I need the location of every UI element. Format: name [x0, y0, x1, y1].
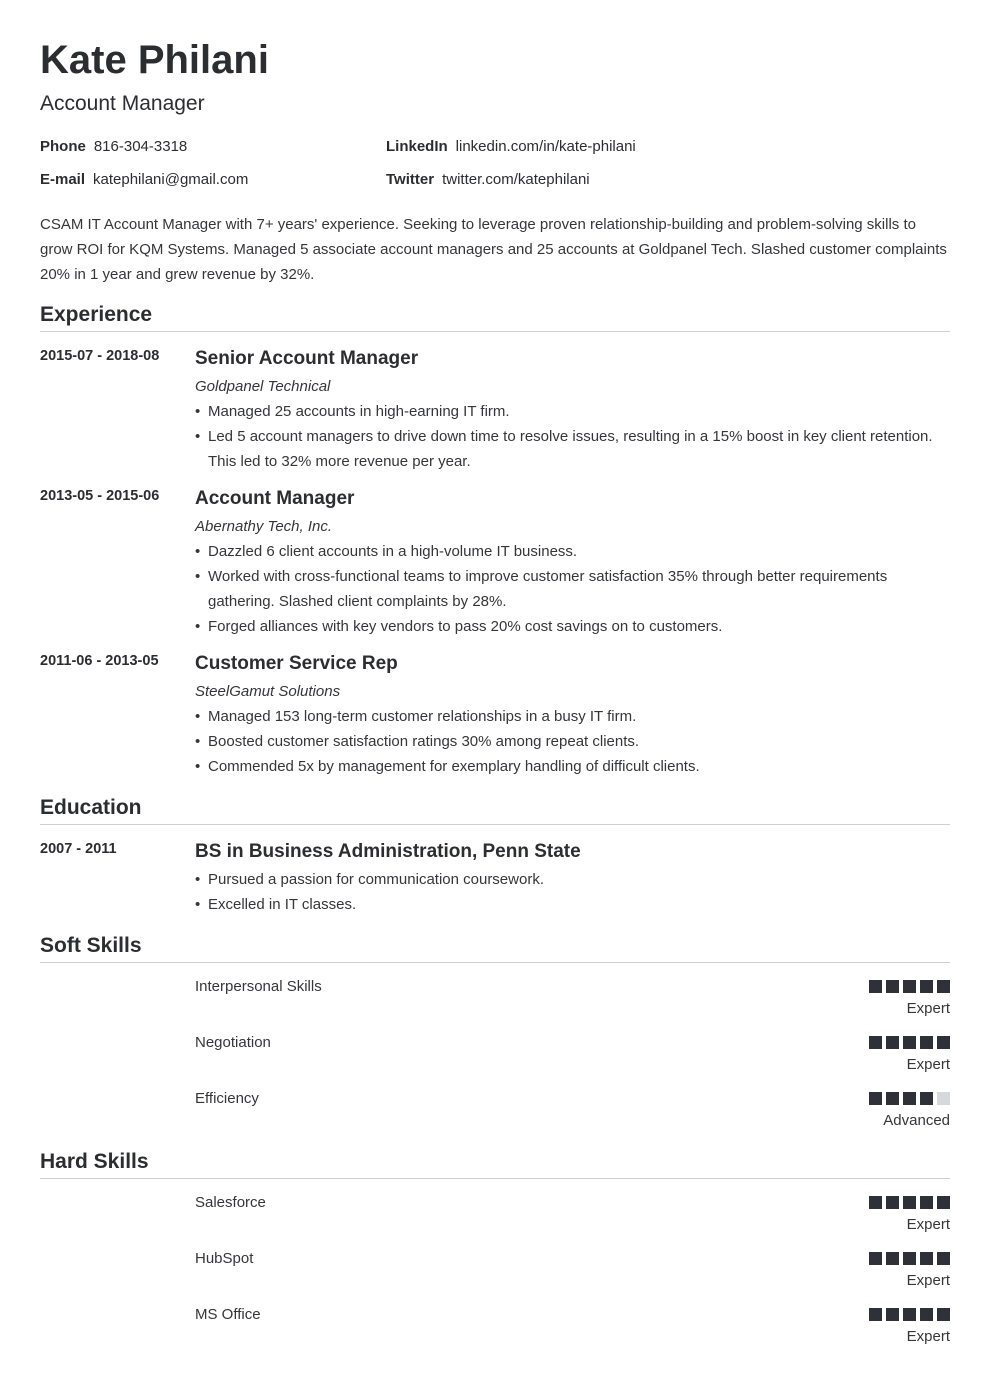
rating-square-empty	[937, 1092, 950, 1105]
phone-label: Phone	[40, 138, 86, 155]
skill-level: Advanced	[883, 1112, 950, 1129]
rating-square-filled	[920, 1196, 933, 1209]
bullet-item: • Worked with cross-functional teams to improve customer satisfaction 35% through better requirements gathering. Slashed client complaints by 28%.	[195, 568, 888, 610]
rating-square-filled	[920, 1252, 933, 1265]
company-name: SteelGamut Solutions	[195, 683, 341, 700]
rating-square-filled	[937, 980, 950, 993]
bullet-item: • Excelled in IT classes.	[195, 896, 357, 913]
bullet-list	[195, 399, 950, 474]
skill-row	[40, 1192, 950, 1242]
rating-square-filled	[886, 980, 899, 993]
bullet-list	[195, 539, 950, 639]
email-value[interactable]: katephilani@gmail.com	[93, 171, 249, 188]
rating-square-filled	[903, 1036, 916, 1049]
rating-square-filled	[886, 1252, 899, 1265]
contact-twitter	[386, 170, 590, 190]
skill-name: Interpersonal Skills	[195, 978, 322, 995]
rating-square-filled	[886, 1308, 899, 1321]
rating-square-filled	[903, 1252, 916, 1265]
rating-square-filled	[903, 1308, 916, 1321]
rating-square-filled	[869, 1196, 882, 1209]
phone-value[interactable]: 816-304-3318	[93, 138, 188, 155]
company-name: Abernathy Tech, Inc.	[195, 518, 333, 535]
bullet-item: • Led 5 account managers to drive down time to resolve issues, resulting in a 15% boost in key client retention. This led to 32% more revenue per year.	[195, 428, 933, 470]
section-title-experience: Experience	[40, 301, 950, 332]
entry-dates: 2007 - 2011	[40, 841, 117, 857]
skill-rating	[869, 1252, 950, 1265]
entry-dates: 2011-06 - 2013-05	[40, 653, 159, 669]
twitter-label: Twitter	[386, 171, 435, 188]
skill-name: MS Office	[195, 1306, 261, 1323]
summary-paragraph: CSAM IT Account Manager with 7+ years' experience. Seeking to leverage proven relationship-building and problem-solving skills to grow ROI for KQM Systems. Managed 5 associate account managers and 25 accounts at Goldpanel Tech. Slashed customer complaints 20% in 1 year and grew revenue by 32%.	[40, 216, 947, 283]
candidate-title: Account Manager	[40, 92, 205, 115]
skill-row	[40, 1304, 950, 1354]
rating-square-filled	[886, 1092, 899, 1105]
rating-square-filled	[937, 1036, 950, 1049]
skill-row	[40, 1248, 950, 1298]
rating-square-filled	[869, 980, 882, 993]
rating-square-filled	[920, 1092, 933, 1105]
bullet-item: • Managed 153 long-term customer relationships in a busy IT firm.	[195, 708, 637, 725]
skill-rating	[869, 1196, 950, 1209]
job-title: Senior Account Manager	[195, 348, 419, 369]
skill-name: Negotiation	[195, 1034, 271, 1051]
rating-square-filled	[920, 1036, 933, 1049]
candidate-name: Kate Philani	[40, 38, 269, 82]
section-title-soft-skills: Soft Skills	[40, 932, 950, 963]
skill-row	[40, 1032, 950, 1082]
linkedin-value[interactable]: linkedin.com/in/kate-philani	[455, 138, 636, 155]
bullet-item: • Commended 5x by management for exemplary handling of difficult clients.	[195, 758, 700, 775]
skill-rating	[869, 1092, 950, 1105]
rating-square-filled	[869, 1252, 882, 1265]
rating-square-filled	[869, 1308, 882, 1321]
skill-level: Expert	[906, 1328, 950, 1345]
linkedin-label: LinkedIn	[386, 138, 448, 155]
rating-square-filled	[937, 1252, 950, 1265]
skill-rating	[869, 1308, 950, 1321]
rating-square-filled	[869, 1036, 882, 1049]
rating-square-filled	[903, 980, 916, 993]
entry-dates: 2013-05 - 2015-06	[40, 488, 160, 504]
skill-name: Efficiency	[195, 1090, 259, 1107]
bullet-item: • Forged alliances with key vendors to pass 20% cost savings on to customers.	[195, 618, 723, 635]
bullet-item: • Dazzled 6 client accounts in a high-volume IT business.	[195, 543, 578, 560]
rating-square-filled	[886, 1196, 899, 1209]
skill-rating	[869, 980, 950, 993]
bullet-list	[195, 704, 950, 779]
skill-name: HubSpot	[195, 1250, 254, 1267]
bullet-item: • Boosted customer satisfaction ratings 30% among repeat clients.	[195, 733, 640, 750]
rating-square-filled	[903, 1092, 916, 1105]
bullet-item: • Managed 25 accounts in high-earning IT firm.	[195, 403, 510, 420]
degree-title: BS in Business Administration, Penn State	[195, 841, 581, 862]
company-name: Goldpanel Technical	[195, 378, 331, 395]
skill-level: Expert	[906, 1056, 950, 1073]
rating-square-filled	[903, 1196, 916, 1209]
rating-square-filled	[869, 1092, 882, 1105]
contact-phone	[40, 137, 187, 157]
skill-row	[40, 1088, 950, 1138]
bullet-list	[195, 867, 950, 917]
entry-dates: 2015-07 - 2018-08	[40, 348, 160, 364]
job-title: Account Manager	[195, 488, 355, 509]
twitter-value[interactable]: twitter.com/katephilani	[442, 171, 590, 188]
rating-square-filled	[886, 1036, 899, 1049]
contact-email	[40, 170, 248, 190]
rating-square-filled	[920, 980, 933, 993]
contact-linkedin	[386, 137, 636, 157]
rating-square-filled	[937, 1196, 950, 1209]
skill-name: Salesforce	[195, 1194, 266, 1211]
rating-square-filled	[920, 1308, 933, 1321]
section-title-education: Education	[40, 794, 950, 825]
bullet-item: • Pursued a passion for communication coursework.	[195, 871, 544, 888]
email-label: E-mail	[40, 171, 86, 188]
skill-level: Expert	[906, 1000, 950, 1017]
section-title-hard-skills: Hard Skills	[40, 1148, 950, 1179]
skill-level: Expert	[906, 1216, 950, 1233]
skill-row	[40, 976, 950, 1026]
skill-rating	[869, 1036, 950, 1049]
rating-square-filled	[937, 1308, 950, 1321]
job-title: Customer Service Rep	[195, 653, 398, 674]
skill-level: Expert	[906, 1272, 950, 1289]
